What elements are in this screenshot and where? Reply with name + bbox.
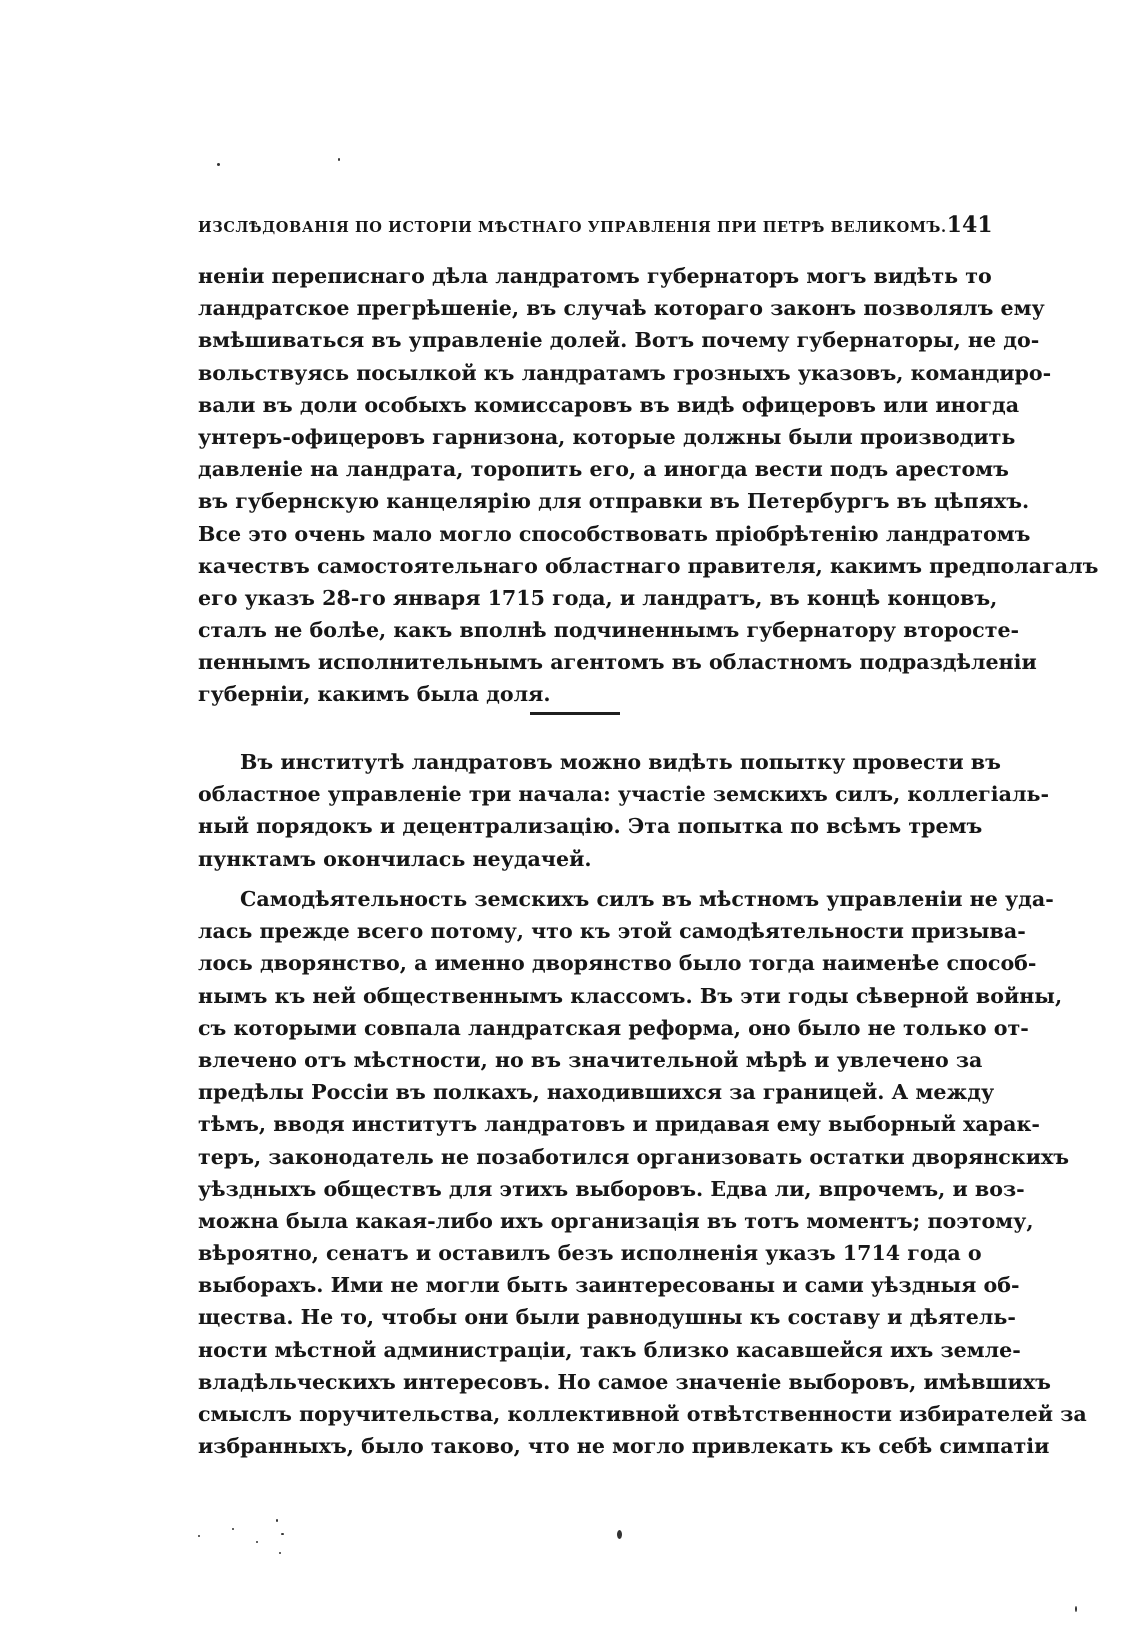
scan-speck bbox=[279, 1552, 281, 1554]
text-line: унтеръ-офицеровъ гарнизона, которые должны были производить bbox=[198, 424, 1016, 449]
scan-speck bbox=[256, 1541, 258, 1543]
text-line: теръ, законодатель не позаботился организовать остатки дворянскихъ bbox=[198, 1144, 1070, 1169]
paragraph-continued bbox=[198, 260, 1099, 711]
text-line: ный порядокъ и децентрализацію. Эта попытка по всѣмъ тремъ bbox=[198, 814, 983, 839]
text-line: владѣльческихъ интересовъ. Но самое значеніе выборовъ, имѣвшихъ bbox=[198, 1369, 1051, 1394]
text-line: сталъ не болѣе, какъ вполнѣ подчиненнымъ губернатору второсте- bbox=[198, 618, 1020, 643]
text-line: пунктамъ окончилась неудачей. bbox=[198, 846, 592, 871]
scan-speck bbox=[281, 1533, 284, 1535]
scan-speck bbox=[617, 1530, 622, 1539]
text-line: давленіе на ландрата, торопить его, а иногда вести подъ арестомъ bbox=[198, 457, 1009, 482]
paragraph-intro bbox=[198, 746, 1050, 875]
scan-speck bbox=[217, 163, 220, 166]
text-line: Все это очень мало могло способствовать пріобрѣтенію ландратомъ bbox=[198, 521, 1031, 546]
running-title: ИЗСЛѢДОВАНІЯ ПО ИСТОРІИ МѢСТНАГО УПРАВЛЕНІЯ ПРИ ПЕТРѢ ВЕЛИКОМЪ. bbox=[198, 219, 947, 236]
text-line: лось дворянство, а именно дворянство было тогда наименѣе способ- bbox=[198, 951, 1037, 976]
text-line: выборахъ. Ими не могли быть заинтересованы и сами уѣздныя об- bbox=[198, 1273, 1020, 1298]
scan-speck bbox=[198, 1535, 200, 1537]
text-line: можна была какая-либо ихъ организація въ тотъ моментъ; поэтому, bbox=[198, 1208, 1034, 1233]
scan-speck bbox=[232, 1528, 234, 1530]
paragraph-main bbox=[198, 883, 1087, 1462]
text-line: Самодѣятельность земскихъ силъ въ мѣстномъ управленіи не уда- bbox=[240, 887, 1054, 911]
text-line: предѣлы Россіи въ полкахъ, находившихся за границей. А между bbox=[198, 1080, 995, 1105]
text-line: съ которыми совпала ландратская реформа, оно было не только от- bbox=[198, 1015, 1029, 1040]
text-line: качествъ самостоятельнаго областнаго правителя, какимъ предполагалъ bbox=[198, 553, 1099, 578]
text-line: вѣроятно, сенатъ и оставилъ безъ исполненія указъ 1714 года о bbox=[198, 1241, 982, 1266]
text-line: избранныхъ, было таково, что не могло привлекать къ себѣ симпатіи bbox=[198, 1434, 1050, 1459]
text-line: его указъ 28-го января 1715 года, и ландратъ, въ концѣ концовъ, bbox=[198, 585, 998, 610]
text-line: уѣздныхъ обществъ для этихъ выборовъ. Едва ли, впрочемъ, и воз- bbox=[198, 1176, 1025, 1201]
text-line: влечено отъ мѣстности, но въ значительной мѣрѣ и увлечено за bbox=[198, 1047, 983, 1072]
text-line: ности мѣстной администраціи, такъ близко касавшейся ихъ земле- bbox=[198, 1337, 1021, 1362]
text-line: пеннымъ исполнительнымъ агентомъ въ областномъ подраздѣленіи bbox=[198, 650, 1037, 675]
text-line: лась прежде всего потому, что къ этой самодѣятельности призыва- bbox=[198, 919, 1026, 944]
text-line: областное управленіе три начала: участіе земскихъ силъ, коллегіаль- bbox=[198, 782, 1050, 807]
text-line: вали въ доли особыхъ комиссаровъ въ видѣ офицеровъ или иногда bbox=[198, 392, 1020, 417]
text-line: неніи переписнаго дѣла ландратомъ губернаторъ могъ видѣть то bbox=[198, 264, 992, 288]
text-line: нымъ къ ней общественнымъ классомъ. Въ эти годы сѣверной войны, bbox=[198, 983, 1063, 1008]
scan-speck bbox=[276, 1519, 278, 1522]
page-number: 141 bbox=[946, 212, 993, 238]
text-line: губерніи, какимъ была доля. bbox=[198, 682, 551, 707]
text-line: вмѣшиваться въ управленіе долей. Вотъ почему губернаторы, не до- bbox=[198, 328, 1040, 353]
running-header bbox=[198, 212, 993, 242]
text-line: въ губернскую канцелярію для отправки въ Петербургъ въ цѣпяхъ. bbox=[198, 489, 1030, 514]
scan-speck bbox=[1075, 1606, 1077, 1612]
text-line: вольствуясь посылкой къ ландратамъ грозныхъ указовъ, командиро- bbox=[198, 360, 1052, 385]
scan-speck bbox=[338, 158, 340, 161]
section-divider bbox=[530, 712, 620, 715]
text-line: щества. Не то, чтобы они были равнодушны къ составу и дѣятель- bbox=[198, 1305, 1016, 1330]
text-line: тѣмъ, вводя институтъ ландратовъ и придавая ему выборный харак- bbox=[198, 1112, 1040, 1137]
text-line: Въ институтѣ ландратовъ можно видѣть попытку провести въ bbox=[240, 750, 1001, 774]
text-line: ландратское прегрѣшеніе, въ случаѣ котораго законъ позволялъ ему bbox=[198, 296, 1045, 321]
text-line: смыслъ поручительства, коллективной отвѣтственности избирателей за bbox=[198, 1402, 1087, 1426]
